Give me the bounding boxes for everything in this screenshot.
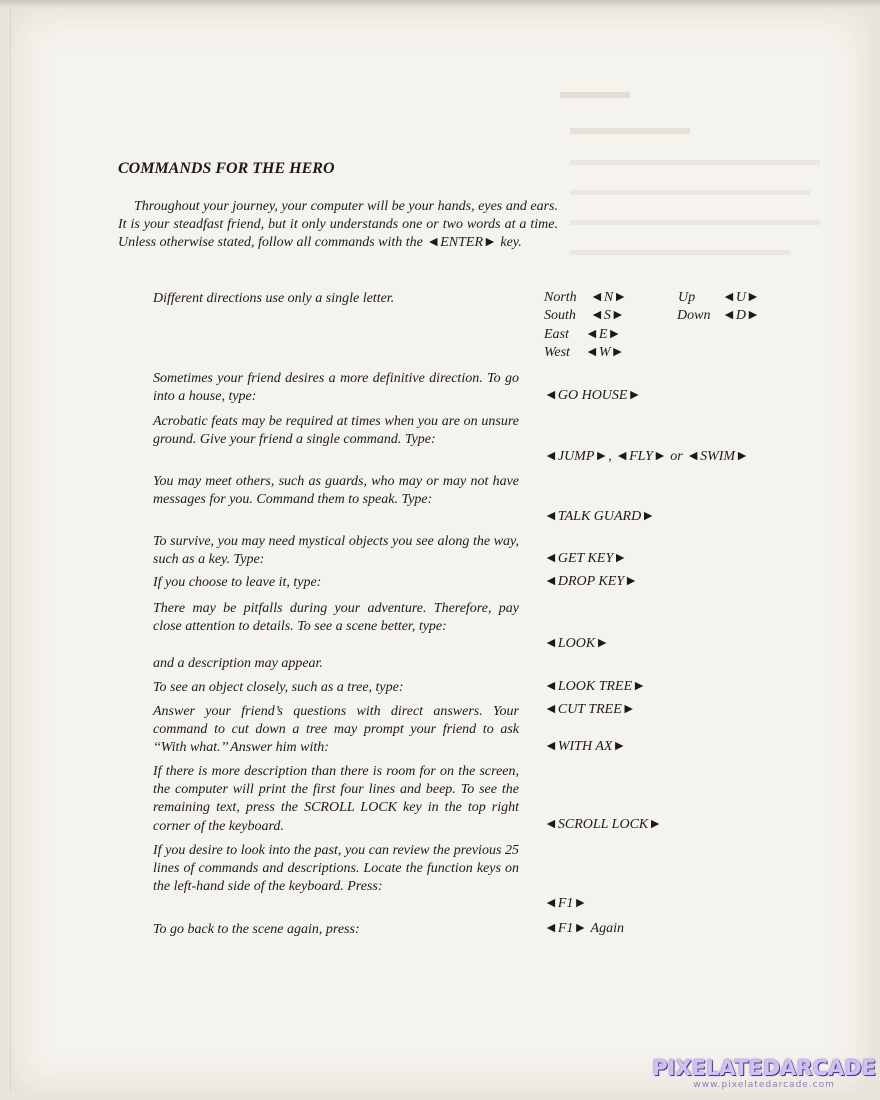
command-keyword: ◄WITH AX►	[544, 739, 627, 754]
command-keyword: ◄DROP KEY►	[544, 574, 638, 589]
command-description: You may meet others, such as guards, who may or may not have messages for you. Command them to speak. Type:	[153, 474, 519, 508]
command-keyword: ◄F1►	[544, 896, 588, 911]
command-description: To see an object closely, such as a tree, type:	[153, 680, 404, 695]
page-title: COMMANDS FOR THE HERO	[118, 160, 335, 177]
command-keyword: ◄JUMP►, ◄FLY► or ◄SWIM►	[544, 449, 749, 464]
command-description: and a description may appear.	[153, 656, 323, 671]
command-keyword: ◄TALK GUARD►	[544, 509, 656, 524]
direction-north-label: North	[544, 290, 577, 305]
command-description: To go back to the scene again, press:	[153, 922, 360, 937]
command-keyword: ◄F1► Again	[544, 921, 624, 936]
directions-description: Different directions use only a single letter.	[153, 291, 395, 306]
command-description: Answer your friend’s questions with direct answers. Your command to cut down a tree may prompt your friend to ask ‘‘With what.’’ Answer him with:	[153, 704, 519, 756]
direction-north-key: ◄N►	[590, 290, 628, 305]
command-keyword: ◄GO HOUSE►	[544, 388, 642, 403]
command-keyword: ◄SCROLL LOCK►	[544, 817, 663, 832]
command-keyword: ◄CUT TREE►	[544, 702, 636, 717]
command-keyword: ◄LOOK►	[544, 636, 610, 651]
direction-up-key: ◄U►	[722, 290, 760, 305]
direction-east-key: ◄E►	[585, 327, 622, 342]
intro-paragraph: Throughout your journey, your computer will be your hands, eyes and ears. It is your steadfast friend, but it only understands one or two words at a time. Unless otherwise stated, follow all commands with the ◄ENTER► key.	[118, 199, 558, 251]
command-keyword: ◄LOOK TREE►	[544, 679, 646, 694]
command-keyword: ◄GET KEY►	[544, 551, 628, 566]
command-description: If you desire to look into the past, you can review the previous 25 lines of commands and descriptions. Locate the function keys on the left-hand side of the keyboard. Press:	[153, 843, 519, 895]
command-description: If there is more description than there is room for on the screen, the computer will print the first four lines and beep. To see the remaining text, press the SCROLL LOCK key in the top right corner of the keyboard.	[153, 764, 519, 834]
direction-south-label: South	[544, 308, 576, 323]
direction-down-label: Down	[677, 308, 711, 323]
direction-west-key: ◄W►	[585, 345, 625, 360]
command-description: There may be pitfalls during your adventure. Therefore, pay close attention to details. To see a scene better, type:	[153, 601, 519, 635]
watermark	[652, 1056, 876, 1090]
direction-up-label: Up	[678, 290, 696, 305]
direction-east-label: East	[544, 327, 569, 342]
direction-west-label: West	[544, 345, 570, 360]
command-description: To survive, you may need mystical objects you see along the way, such as a key. Type:	[153, 534, 519, 568]
command-description: Acrobatic feats may be required at times when you are on unsure ground. Give your friend a single command. Type:	[153, 414, 519, 448]
command-description: If you choose to leave it, type:	[153, 575, 322, 590]
page-top-edge	[0, 0, 880, 8]
command-description: Sometimes your friend desires a more definitive direction. To go into a house, type:	[153, 371, 519, 405]
direction-down-key: ◄D►	[722, 308, 760, 323]
watermark-brand: PIXELATEDARCADE	[652, 1056, 876, 1080]
direction-south-key: ◄S►	[590, 308, 625, 323]
watermark-url: www.pixelatedarcade.com	[693, 1080, 835, 1090]
